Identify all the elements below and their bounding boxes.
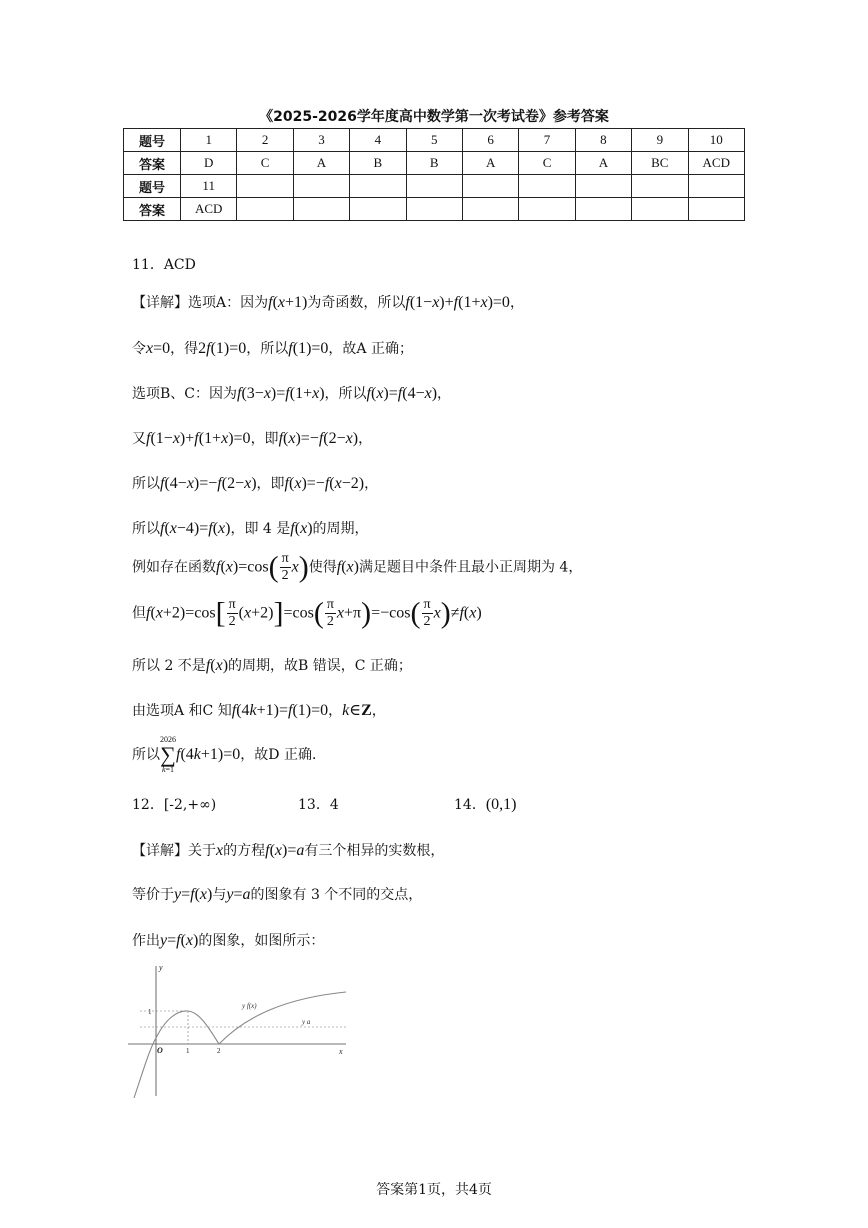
function-graph bbox=[126, 958, 356, 1098]
question-number: 3 bbox=[293, 129, 349, 152]
x-axis-label: x bbox=[339, 1047, 343, 1056]
answer-cell: C bbox=[519, 152, 575, 175]
answer-cell: A bbox=[575, 152, 631, 175]
q11-line-9: 所以 2 不是f(x)的周期，故B 错误，C 正确； bbox=[132, 657, 412, 674]
q14-line-2: 等价于y=f(x)与y=a的图象有 3 个不同的交点， bbox=[132, 886, 423, 903]
y-axis-label: y bbox=[159, 963, 163, 972]
question-number: 4 bbox=[350, 129, 406, 152]
q11-line-8: 但f(x+2)=cos[ $\frac{\pi}{2}$ (x+2)]=cos( $\frac{\pi}{2}$ x+π)=−cos( $\frac{\pi}{2}$ x)≠f(x) bbox=[132, 596, 482, 630]
tick-y-1: 1 bbox=[148, 1008, 152, 1016]
question-number: 1 bbox=[181, 129, 237, 152]
question-number: 2 bbox=[237, 129, 293, 152]
q11-line-3: 选项B、C：因为f(3−x)=f(1+x)，所以f(x)=f(4−x)， bbox=[132, 385, 452, 402]
table-row bbox=[124, 175, 745, 198]
q11-heading: 11．ACD bbox=[132, 257, 196, 273]
question-number: 9 bbox=[632, 129, 688, 152]
detail-tag: 【详解】 bbox=[132, 295, 188, 311]
origin-label: O bbox=[157, 1046, 163, 1055]
tick-x-2: 2 bbox=[217, 1047, 221, 1055]
q12-answer: 12．[-2,+∞) bbox=[132, 797, 217, 813]
question-number: 6 bbox=[462, 129, 518, 152]
q11-line-2: 令x=0，得2f(1)=0，所以f(1)=0，故A 正确； bbox=[132, 340, 413, 357]
question-number: 10 bbox=[688, 129, 744, 152]
answer-cell: A bbox=[293, 152, 349, 175]
q11-line-10: 由选项A 和C 知f(4k+1)=f(1)=0，k∈Z， bbox=[132, 702, 386, 719]
q11-line-1: 【详解】选项A：因为f(x+1)为奇函数，所以f(1−x)+f(1+x)=0， bbox=[132, 294, 524, 311]
q13-answer: 13．4 bbox=[298, 797, 339, 813]
table-row bbox=[124, 129, 745, 152]
question-number: 11 bbox=[181, 175, 237, 198]
row-label-answer: 答案 bbox=[124, 152, 181, 175]
answer-cell: A bbox=[462, 152, 518, 175]
line-a-label: y a bbox=[302, 1018, 311, 1026]
question-number: 7 bbox=[519, 129, 575, 152]
q14-line-3: 作出y=f(x)的图象，如图所示： bbox=[132, 932, 325, 949]
answer-cell: D bbox=[181, 152, 237, 175]
curve-label: y f(x) bbox=[242, 1002, 257, 1010]
q11-line-11: 所以 2026 ∑ k=1 f(4k+1)=0，故D 正确． bbox=[132, 735, 326, 774]
answer-cell: BC bbox=[632, 152, 688, 175]
row-label-answer: 答案 bbox=[124, 198, 181, 221]
q11-line-5: 所以f(4−x)=−f(2−x)，即f(x)=−f(x−2)， bbox=[132, 475, 379, 492]
table-row bbox=[124, 152, 745, 175]
row-label-number: 题号 bbox=[124, 129, 181, 152]
q11-line-7: 例如存在函数f(x)=cos( $\frac{\pi}{2}$ x)使得f(x)满足题目中条件且最小正周期为 4， bbox=[132, 550, 583, 584]
answer-cell: B bbox=[406, 152, 462, 175]
q14-answer: 14．(0,1) bbox=[454, 796, 517, 813]
tick-x-1: 1 bbox=[186, 1047, 190, 1055]
detail-tag: 【详解】 bbox=[132, 843, 188, 859]
answer-cell: ACD bbox=[688, 152, 744, 175]
answer-cell: B bbox=[350, 152, 406, 175]
answer-cell: ACD bbox=[181, 198, 237, 221]
page-footer: 答案第1页，共4页 bbox=[376, 1182, 492, 1198]
question-number: 5 bbox=[406, 129, 462, 152]
curve-f bbox=[134, 992, 346, 1098]
q11-line-4: 又f(1−x)+f(1+x)=0，即f(x)=−f(2−x)， bbox=[132, 430, 373, 447]
answer-cell: C bbox=[237, 152, 293, 175]
row-label-number: 题号 bbox=[124, 175, 181, 198]
page-title: 《2025-2026学年度高中数学第一次考试卷》参考答案 bbox=[259, 109, 609, 125]
q11-line-6: 所以f(x−4)=f(x)，即 4 是f(x)的周期， bbox=[132, 520, 369, 537]
q14-line-1: 【详解】关于x的方程f(x)=a有三个相异的实数根， bbox=[132, 842, 445, 859]
question-number: 8 bbox=[575, 129, 631, 152]
table-row bbox=[124, 198, 745, 221]
answer-table bbox=[123, 128, 745, 221]
